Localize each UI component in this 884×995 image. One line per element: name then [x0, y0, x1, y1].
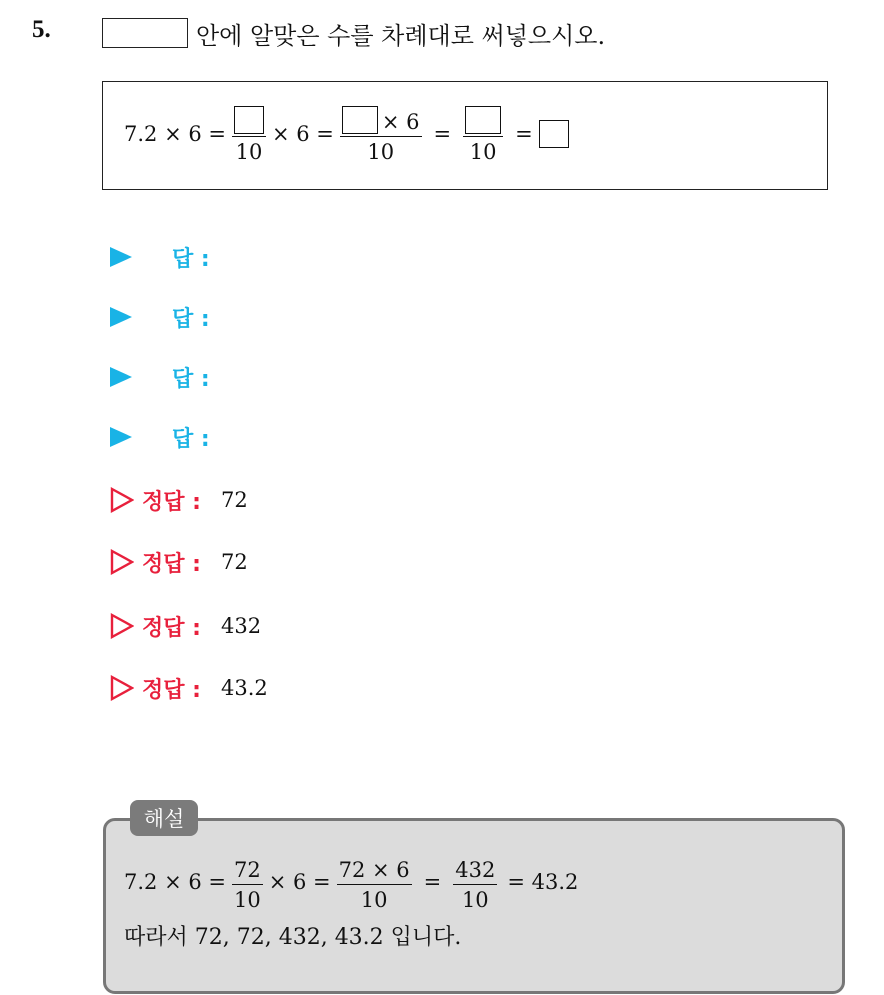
solution-lhs: 7.2 × 6 = [124, 870, 226, 894]
answer-label: 답 : [172, 426, 210, 452]
solution-conclusion: 따라서 72, 72, 432, 43.2 입니다. [124, 925, 462, 950]
answer-blank-2[interactable] [342, 106, 378, 134]
answer-row-4[interactable] [110, 422, 210, 452]
answer-blank-4[interactable] [539, 120, 569, 148]
play-triangle-icon [110, 247, 132, 267]
equals-sign-1: = [433, 122, 452, 146]
fraction-3-denominator: 10 [469, 140, 497, 164]
answer-blank-1[interactable] [234, 106, 264, 134]
solution-result: = 43.2 [507, 870, 579, 894]
solution-fraction-2-numerator: 72 × 6 [338, 858, 410, 882]
fraction-2 [340, 104, 422, 164]
solution-fraction-2-denominator: 10 [360, 888, 388, 912]
answer-label: 답 : [172, 366, 210, 392]
correct-label: 정답 : [142, 615, 201, 641]
equation-lhs: 7.2 × 6 = [124, 122, 226, 146]
correct-row-2 [110, 546, 248, 578]
correct-row-1 [110, 484, 248, 516]
times-six-1: × 6 = [271, 122, 334, 146]
times-six-inner: × 6 [381, 110, 420, 134]
fraction-1 [232, 104, 266, 164]
solution-equals-sign: = [423, 870, 442, 894]
answer-blank-3[interactable] [465, 106, 501, 134]
correct-row-3 [110, 610, 261, 642]
outline-triangle-icon [110, 675, 134, 701]
outline-triangle-icon [110, 549, 134, 575]
solution-fraction-1-numerator: 72 [233, 858, 261, 882]
fraction-1-denominator: 10 [235, 140, 263, 164]
outline-triangle-icon [110, 613, 134, 639]
equation-row [124, 104, 569, 164]
correct-value-1: 72 [220, 488, 248, 512]
solution-tag: 해설 [130, 800, 198, 836]
equals-sign-2: = [515, 122, 533, 146]
correct-label: 정답 : [142, 489, 201, 515]
solution-times-six: × 6 = [268, 870, 331, 894]
solution-fraction-3-numerator: 432 [455, 858, 496, 882]
answer-row-3[interactable] [110, 362, 210, 392]
solution-fraction-1 [232, 852, 263, 912]
answer-row-2[interactable] [110, 302, 210, 332]
answer-label: 답 : [172, 246, 210, 272]
question-number: 5. [32, 16, 51, 43]
blank-box-icon [102, 18, 188, 48]
play-triangle-icon [110, 427, 132, 447]
solution-fraction-3 [453, 852, 497, 912]
solution-equation [124, 852, 578, 912]
solution-fraction-2 [337, 852, 412, 912]
question-instruction: 안에 알맞은 수를 차례대로 써넣으시오. [196, 22, 606, 50]
correct-row-4 [110, 672, 268, 704]
solution-fraction-3-denominator: 10 [461, 888, 489, 912]
fraction-3 [463, 104, 503, 164]
correct-label: 정답 : [142, 551, 201, 577]
play-triangle-icon [110, 367, 132, 387]
correct-value-2: 72 [220, 550, 248, 574]
outline-triangle-icon [110, 487, 134, 513]
answer-row-1[interactable] [110, 242, 210, 272]
fraction-2-denominator: 10 [367, 140, 395, 164]
solution-fraction-1-denominator: 10 [233, 888, 261, 912]
play-triangle-icon [110, 307, 132, 327]
correct-value-3: 432 [220, 614, 262, 638]
correct-label: 정답 : [142, 677, 201, 703]
answer-label: 답 : [172, 306, 210, 332]
correct-value-4: 43.2 [220, 676, 268, 700]
